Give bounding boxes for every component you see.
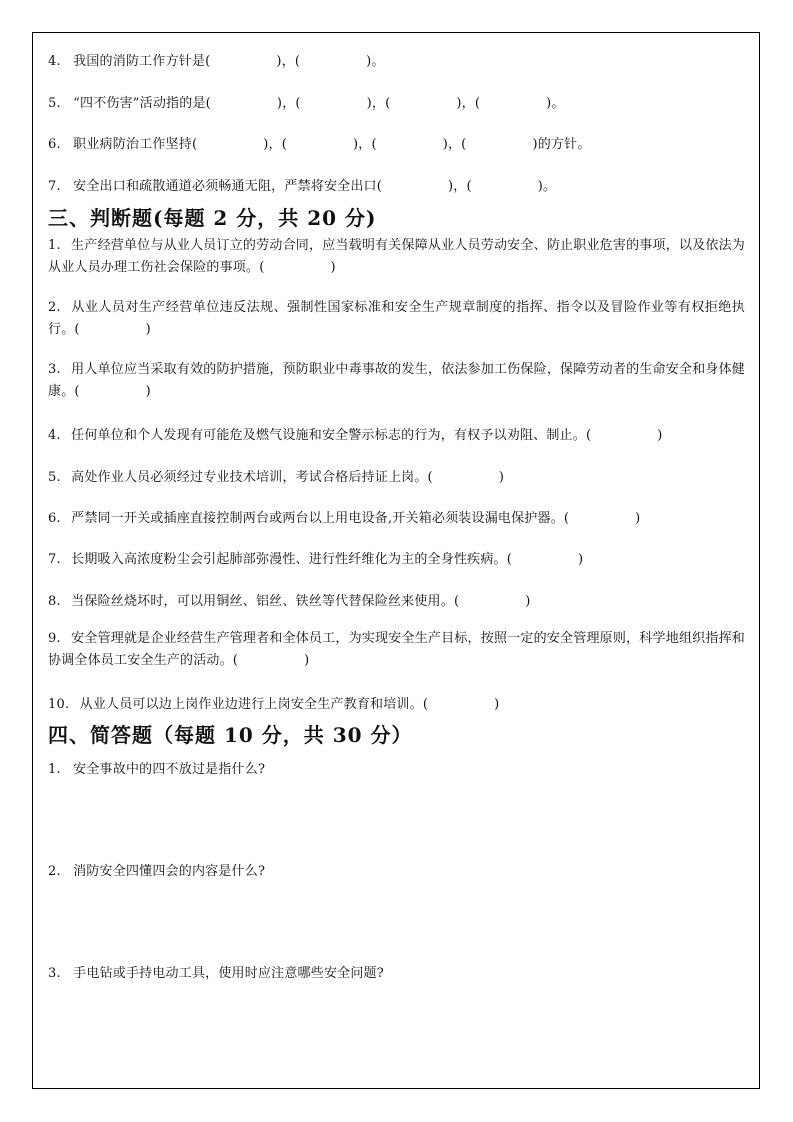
question-number: 1.	[48, 762, 61, 777]
question-number: 2.	[48, 300, 61, 315]
question-number: 7.	[48, 552, 61, 567]
judge-question-5	[48, 466, 504, 485]
judge-question-8	[48, 590, 531, 609]
judge-question-1	[48, 235, 745, 279]
question-text: “四不伤害”活动指的是( )，( )，( )，( )。	[73, 96, 565, 111]
question-text: 从业人员对生产经营单位违反法规、强制性国家标准和安全生产规章制度的指挥、指令以及冒险作业等有权拒绝执行。( )	[48, 300, 745, 337]
question-text: 严禁同一开关或插座直接控制两台或两台以上用电设备,开关箱必须装设漏电保护器。( )	[71, 511, 641, 526]
fill-question-7	[48, 175, 556, 194]
question-number: 9.	[48, 631, 61, 646]
question-text: 长期吸入高浓度粉尘会引起肺部弥漫性、进行性纤维化为主的全身性疾病。( )	[71, 552, 584, 567]
question-number: 6.	[48, 511, 61, 526]
question-number: 2.	[48, 864, 61, 879]
question-number: 3.	[48, 362, 61, 377]
question-number: 5.	[48, 96, 61, 111]
question-number: 10.	[48, 697, 70, 712]
question-text: 手电钻或手持电动工具，使用时应注意哪些安全问题?	[73, 966, 384, 981]
question-number: 4.	[48, 428, 61, 443]
judge-question-3	[48, 359, 745, 403]
question-number: 7.	[48, 179, 61, 194]
fill-question-4	[48, 50, 385, 69]
short-answer-question-1	[48, 758, 265, 777]
question-text: 我国的消防工作方针是( )，( )。	[73, 54, 385, 69]
short-answer-question-2	[48, 860, 265, 879]
question-text: 当保险丝烧坏时，可以用铜丝、铝丝、铁丝等代替保险丝来使用。( )	[71, 594, 531, 609]
judge-question-4	[48, 424, 663, 443]
question-number: 5.	[48, 470, 61, 485]
judge-question-6	[48, 507, 640, 526]
question-text: 生产经营单位与从业人员订立的劳动合同，应当载明有关保障从业人员劳动安全、防止职业危害的事项，以及依法为从业人员办理工伤社会保险的事项。( )	[48, 238, 746, 275]
question-text: 任何单位和个人发现有可能危及燃气设施和安全警示标志的行为，有权予以劝阻、制止。( )	[71, 428, 663, 443]
section-4-heading: 四、简答题（每题 10 分，共 30 分）	[48, 723, 413, 747]
short-answer-question-3	[48, 962, 384, 981]
fill-question-6	[48, 133, 591, 152]
fill-question-5	[48, 92, 565, 111]
judge-question-2	[48, 297, 745, 341]
question-text: 安全事故中的四不放过是指什么?	[73, 762, 266, 777]
judge-question-9	[48, 628, 745, 672]
judge-question-7	[48, 548, 583, 567]
question-number: 1.	[48, 238, 61, 253]
question-text: 职业病防治工作坚持( )，( )，( )，( )的方针。	[73, 137, 591, 152]
question-number: 8.	[48, 594, 61, 609]
question-number: 6.	[48, 137, 61, 152]
judge-question-10	[48, 693, 499, 712]
question-text: 高处作业人员必须经过专业技术培训，考试合格后持证上岗。( )	[71, 470, 505, 485]
question-number: 3.	[48, 966, 61, 981]
question-text: 用人单位应当采取有效的防护措施，预防职业中毒事故的发生，依法参加工伤保险，保障劳动者的生命安全和身体健康。( )	[48, 362, 746, 399]
question-text: 安全管理就是企业经营生产管理者和全体员工，为实现安全生产目标，按照一定的安全管理原则，科学地组织指挥和协调全体员工安全生产的活动。( )	[48, 631, 746, 668]
question-number: 4.	[48, 54, 61, 69]
question-text: 安全出口和疏散通道必须畅通无阻，严禁将安全出口( )，( )。	[73, 179, 557, 194]
section-3-heading: 三、判断题(每题 2 分，共 20 分)	[48, 206, 377, 230]
question-text: 从业人员可以边上岗作业边进行上岗安全生产教育和培训。( )	[79, 697, 500, 712]
question-text: 消防安全四懂四会的内容是什么?	[73, 864, 266, 879]
